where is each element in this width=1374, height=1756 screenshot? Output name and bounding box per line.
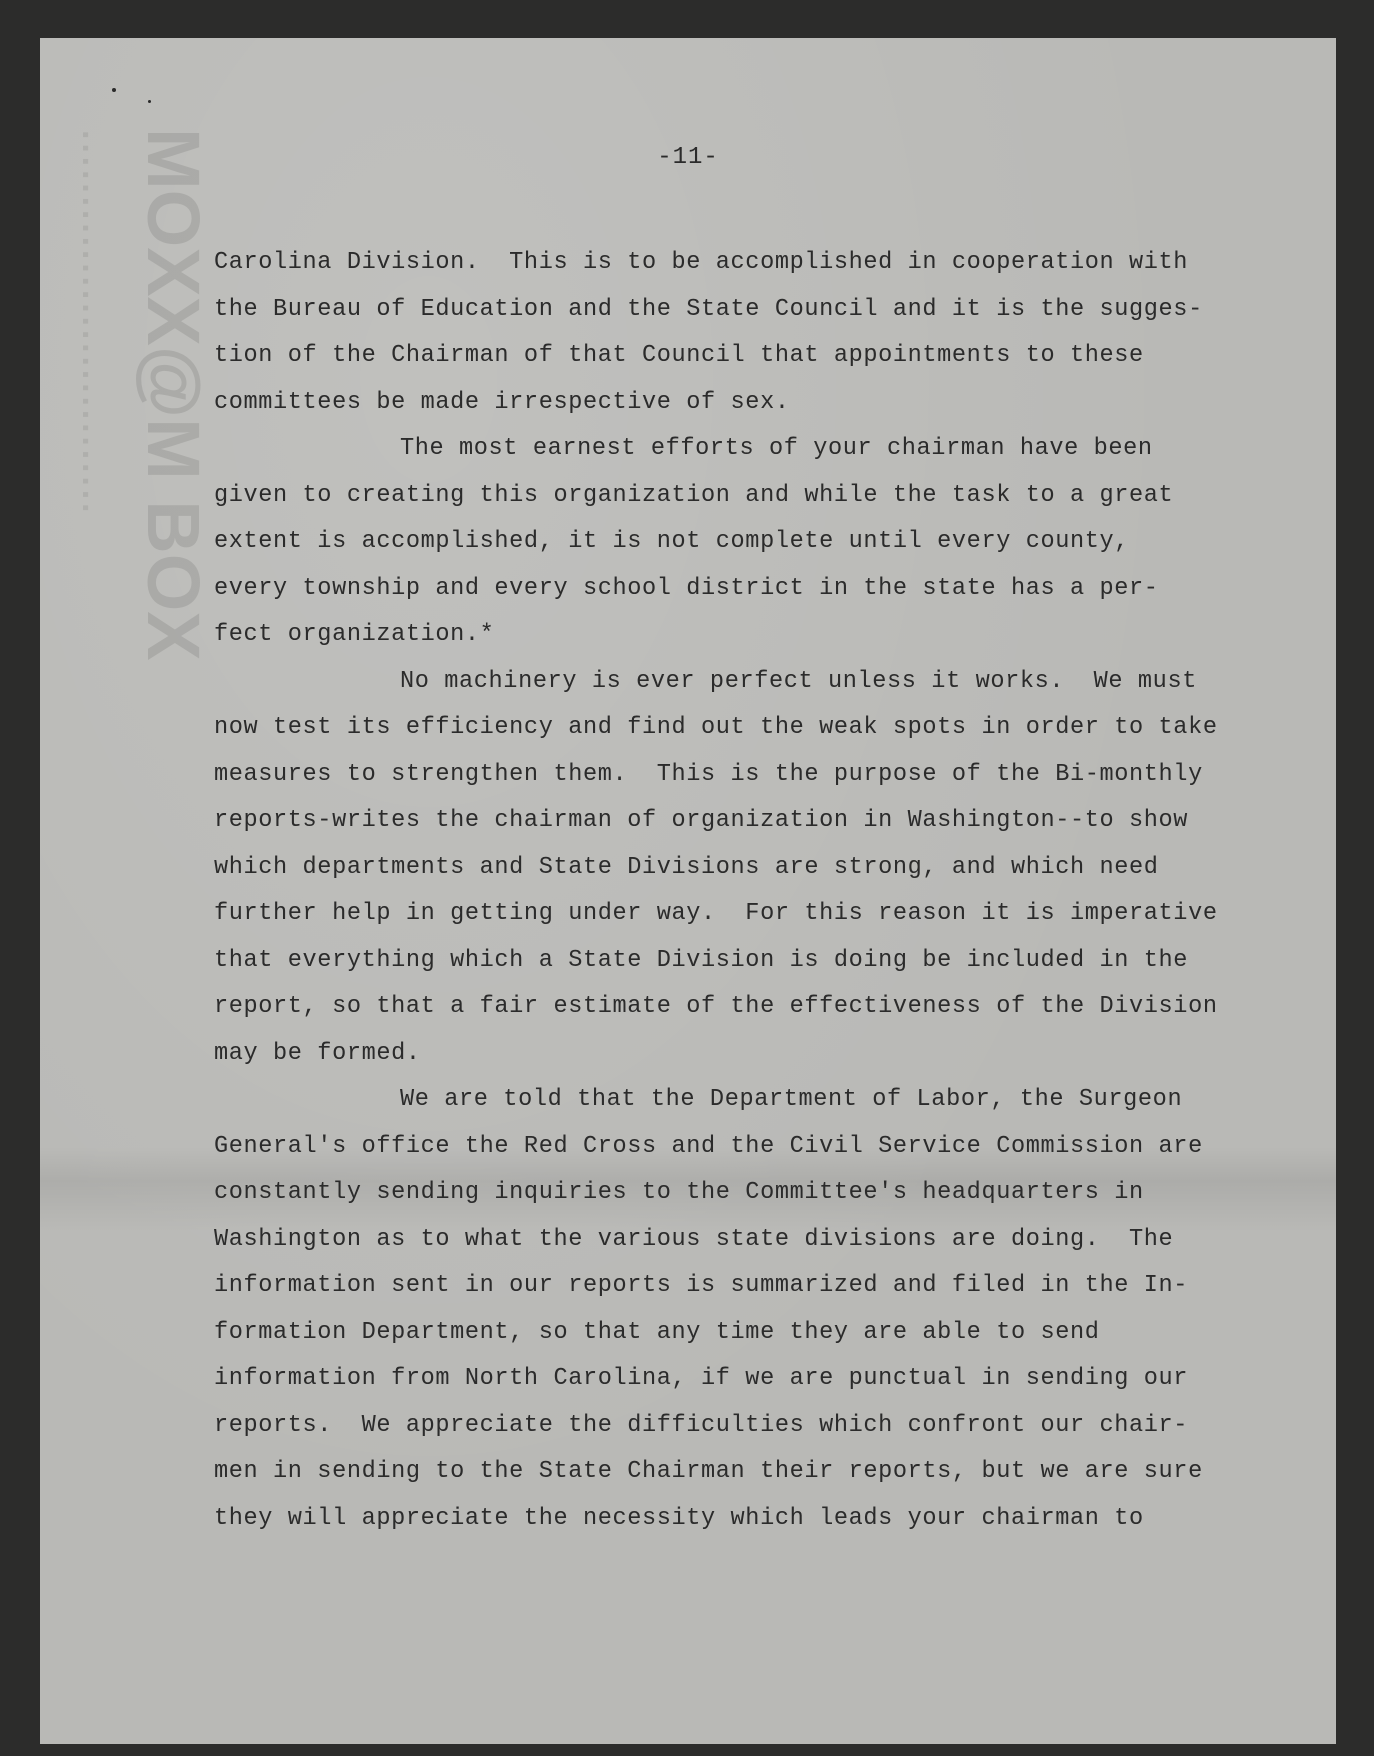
page-number: -11- (657, 144, 719, 171)
text-line: The most earnest efforts of your chairman have been (400, 435, 1153, 462)
document-page (40, 38, 1336, 1744)
ink-dot (112, 88, 116, 92)
text-line: the Bureau of Education and the State Council and it is the sugges- (214, 295, 1203, 323)
text-line: extent is accomplished, it is not complete until every county, (214, 528, 1130, 555)
document-body (214, 240, 1304, 1542)
text-line: committees be made irrespective of sex. (214, 388, 790, 416)
text-line: formation Department, so that any time they are able to send (214, 1318, 1100, 1346)
text-line: every township and every school district in the state has a per- (214, 574, 1159, 602)
text-line: We are told that the Department of Labor, the Surgeon (400, 1086, 1183, 1113)
watermark-text: MOXX@M BOX (132, 128, 215, 661)
text-line: information sent in our reports is summarized and filed in the In- (214, 1272, 1189, 1299)
text-line: further help in getting under way. For this reason it is imperative (214, 900, 1218, 927)
watermark-subtext: ····························· (66, 130, 104, 517)
text-line: measures to strengthen them. This is the purpose of the Bi-monthly (214, 760, 1203, 788)
text-line: men in sending to the State Chairman their reports, but we are sure (214, 1458, 1203, 1485)
text-line: General's office the Red Cross and the Civil Service Commission are (214, 1132, 1203, 1160)
text-line: now test its efficiency and find out the weak spots in order to take (214, 714, 1218, 741)
watermark-stamp (48, 118, 215, 758)
text-line: reports. We appreciate the difficulties which confront our chair- (214, 1411, 1189, 1439)
text-line: they will appreciate the necessity which leads your chairman to (214, 1504, 1144, 1532)
text-line: may be formed. (214, 1039, 421, 1067)
text-line: tion of the Chairman of that Council that appointments to these (214, 342, 1144, 369)
text-line: given to creating this organization and while the task to a great (214, 481, 1174, 509)
text-line: No machinery is ever perfect unless it works. We must (400, 667, 1197, 695)
ink-dot (148, 100, 151, 103)
text-line: Carolina Division. This is to be accomplished in cooperation with (214, 249, 1189, 276)
text-line: which departments and State Divisions are strong, and which need (214, 853, 1159, 881)
text-line: information from North Carolina, if we are punctual in sending our (214, 1365, 1189, 1392)
text-line: constantly sending inquiries to the Committee's headquarters in (214, 1179, 1144, 1206)
watermark-stamp-graphic (48, 118, 215, 758)
text-line: that everything which a State Division is doing be included in the (214, 946, 1189, 974)
text-line: fect organization.* (214, 621, 495, 648)
text-line: Washington as to what the various state divisions are doing. The (214, 1225, 1174, 1253)
text-line: report, so that a fair estimate of the effectiveness of the Division (214, 993, 1218, 1020)
text-line: reports-writes the chairman of organization in Washington--to show (214, 807, 1189, 834)
